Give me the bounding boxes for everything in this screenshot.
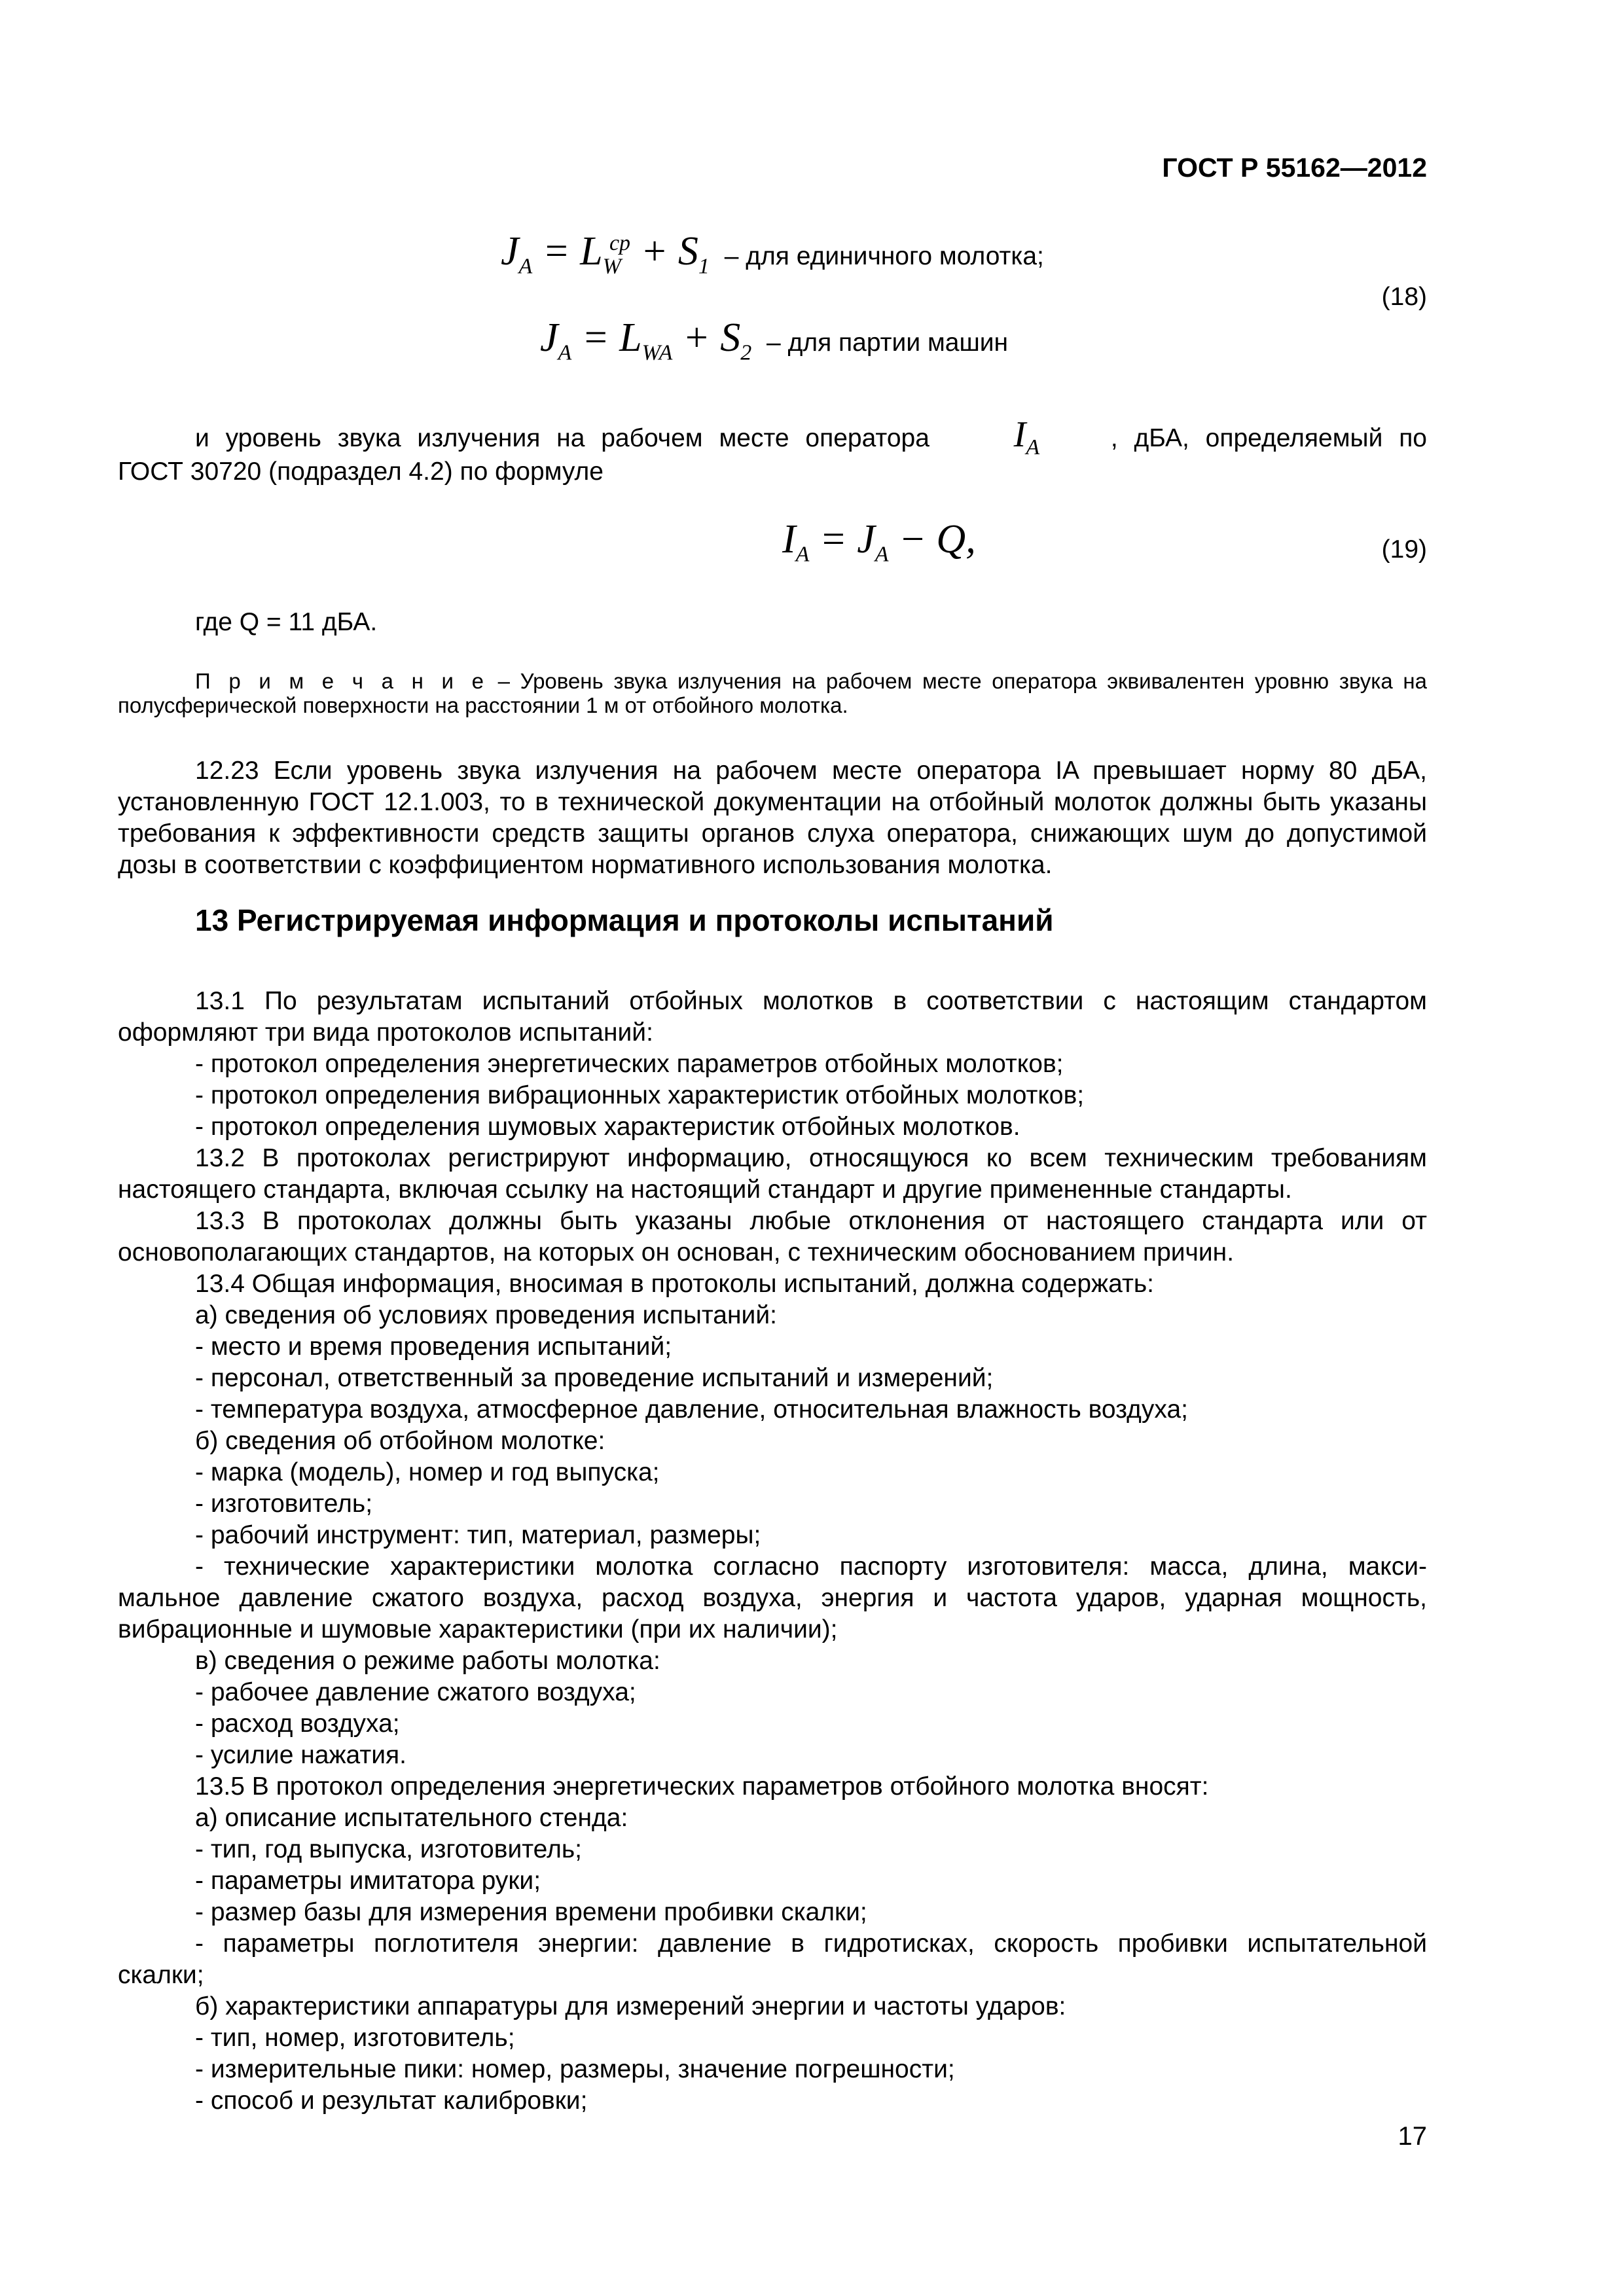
text-line: а) сведения об условиях проведения испытаний: — [195, 1301, 777, 1329]
text-line: 13.3 В протоколах должны быть указаны любые отклонения от настоящего стандарта или от — [195, 1207, 1427, 1235]
equation-number-18: (18) — [1381, 283, 1427, 311]
text-line: - рабочее давление сжатого воздуха; — [195, 1678, 636, 1706]
formula-ja-single: $J_A = L_W^{ср} + S_1$ — [501, 228, 710, 279]
note-label: П р и м е ч а н и е — [195, 669, 488, 693]
text-line: 13.4 Общая информация, вносимая в протоколы испытаний, должна содержать: — [195, 1270, 1154, 1298]
text-line: - место и время проведения испытаний; — [195, 1333, 672, 1361]
text-line: - изготовитель; — [195, 1490, 373, 1518]
text-line: - тип, номер, изготовитель; — [195, 2024, 515, 2052]
text-line: - параметры имитатора руки; — [195, 1867, 541, 1895]
text-line: а) описание испытательного стенда: — [195, 1804, 628, 1832]
section-13-body — [118, 986, 1427, 2117]
text-line: оформляют три вида протоколов испытаний: — [118, 1018, 653, 1047]
text-line: - параметры поглотителя энергии: давление в гидротисках, скорость пробивки испытательной — [195, 1929, 1427, 1958]
text-line: - измерительные пики: номер, размеры, значение погрешности; — [195, 2055, 955, 2083]
text-line: - протокол определения шумовых характеристик отбойных молотков. — [195, 1113, 1020, 1141]
where-clause: где Q = 11 дБА. — [195, 608, 378, 636]
text-line: б) сведения об отбойном молотке: — [195, 1427, 605, 1455]
text-line: - тип, год выпуска, изготовитель; — [195, 1835, 582, 1863]
text-line: в) сведения о режиме работы молотка: — [195, 1647, 660, 1675]
text-line: основополагающих стандартов, на которых он основан, с техническим обоснованием причин. — [118, 1238, 1235, 1266]
text-line: - персонал, ответственный за проведение испытаний и измерений; — [195, 1364, 994, 1392]
text-line: - способ и результат калибровки; — [195, 2087, 588, 2115]
text-line: настоящего стандарта, включая ссылку на настоящий стандарт и другие примененные стандарты. — [118, 1175, 1292, 1204]
para-level-part-1: и уровень звука излучения на рабочем месте оператора — [195, 424, 929, 452]
formula-18-line-2-text: – для партии машин — [767, 329, 1009, 357]
text-line: - усилие нажатия. — [195, 1741, 406, 1769]
text-line: скалки; — [118, 1961, 204, 1989]
page-number: 17 — [1398, 2122, 1427, 2151]
text-line: - протокол определения энергетических параметров отбойных молотков; — [195, 1050, 1064, 1078]
formula-18-line-2 — [540, 315, 1009, 368]
text-line: 13.5 В протокол определения энергетических параметров отбойного молотка вносят: — [195, 1772, 1209, 1801]
standard-header: ГОСТ Р 55162—2012 — [1162, 152, 1427, 183]
note-block — [118, 669, 1427, 717]
para-level-line-2: ГОСТ 30720 (подраздел 4.2) по формуле — [118, 457, 604, 486]
text-line: - марка (модель), номер и год выпуска; — [195, 1458, 660, 1486]
text-line: - расход воздуха; — [195, 1710, 400, 1738]
text-line: мальное давление сжатого воздуха, расход воздуха, энергия и частота ударов, ударная мощность, — [118, 1584, 1427, 1612]
formula-18-line-1-text: – для единичного молотка; — [724, 242, 1044, 270]
formula-19 — [782, 517, 976, 570]
text-line: - температура воздуха, атмосферное давление, относительная влажность воздуха; — [195, 1395, 1189, 1424]
equation-number-19: (19) — [1381, 535, 1427, 564]
text-line: - рабочий инструмент: тип, материал, размеры; — [195, 1521, 761, 1549]
text-line: 13.2 В протоколах регистрируют информацию, относящуюся ко всем техническим требованиям — [195, 1144, 1427, 1172]
symbol-ia: $I_A$ — [1013, 414, 1040, 460]
text-line: - протокол определения вибрационных характеристик отбойных молотков; — [195, 1081, 1085, 1109]
para-level-part-2: , дБА, определяемый по — [1110, 424, 1427, 452]
text-line: - размер базы для измерения времени пробивки скалки; — [195, 1898, 867, 1926]
formula-ia: $I_A = J_A - Q$, — [782, 517, 976, 567]
formula-ja-batch: $J_A = L_{WA} + S_2$ — [540, 315, 752, 365]
para-12-23: 12.23 Если уровень звука излучения на рабочем месте оператора IA превышает норму 80 дБА, установленную ГОСТ 12.1.003, то в технической документации на отбойный молоток должны быть указаны требования к эффективности средств защиты органов слуха оператора, снижающих шум до допустимой дозы в соответствии с коэффициентом нормативного использования молотка. — [118, 757, 1427, 879]
text-line: - технические характеристики молотка согласно паспорту изготовителя: масса, длина, макси- — [195, 1552, 1427, 1581]
note-text: – Уровень звука излучения на рабочем месте оператора эквивалентен уровню звука на полусферической поверхности на расстоянии 1 м от отбойного молотка. — [118, 669, 1427, 717]
text-line: 13.1 По результатам испытаний отбойных молотков в соответствии с настоящим стандартом — [195, 987, 1427, 1015]
formula-18-line-1 — [501, 228, 1044, 282]
section-13-title: 13 Регистрируемая информация и протоколы испытаний — [195, 903, 1054, 937]
text-line: вибрационные и шумовые характеристики (при их наличии); — [118, 1615, 838, 1643]
text-line: б) характеристики аппаратуры для измерений энергии и частоты ударов: — [195, 1992, 1066, 2020]
